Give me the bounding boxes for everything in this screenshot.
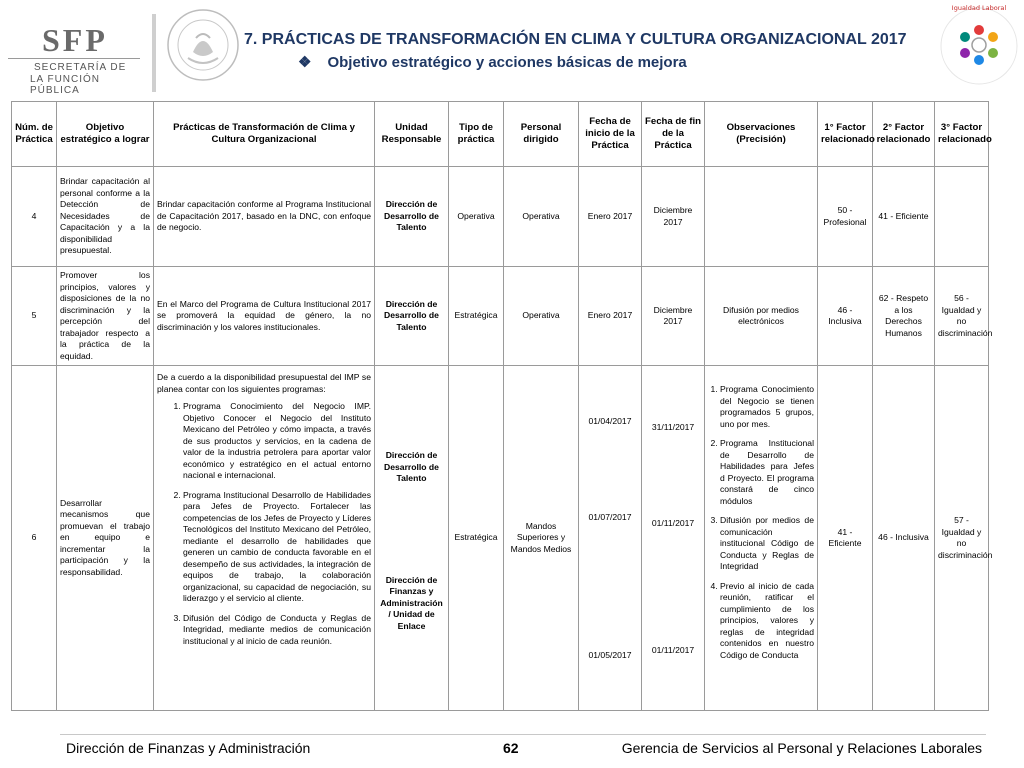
row-practicas: En el Marco del Programa de Cultura Institucional 2017 se promoverá la equidad de género, la no discriminación y los valores institucionales. — [154, 267, 375, 366]
inicio-date: 01/05/2017 — [588, 650, 632, 660]
col-header-obs: Observaciones (Precisión) — [705, 102, 818, 167]
unidad-a: Dirección de Desarrollo de Talento — [384, 450, 439, 483]
obs-list — [708, 384, 814, 661]
row-obs — [705, 366, 818, 711]
row-factor3: 57 - Igualdad y no discriminación — [935, 366, 989, 711]
practicas-item: 1. Programa Conocimiento del Negocio IMP. Objetivo Conocer el Negocio del Instituto Mexicano del Petróleo y cómo impacta, a través de sus productos y servicios, en la cadena de valor de la industria petrolera para aportar valor económico y estratégico en el actual entorno nacional e internacional. — [183, 401, 371, 482]
row-personal: Operativa — [504, 267, 579, 366]
row-unidad: Dirección de Desarrollo de Talento — [375, 267, 449, 366]
row-factor2: 41 - Eficiente — [873, 167, 935, 267]
practicas-item: 3. Difusión del Código de Conducta y Reglas de Integridad, mediante medios de comunicación institucional y al inicio de cada reunión. — [183, 613, 371, 648]
fin-date: 01/11/2017 — [651, 645, 695, 655]
row-unidad: Dirección de Desarrollo de Talento — [375, 167, 449, 267]
sfp-logo-sub2: LA FUNCIÓN PÚBLICA — [30, 74, 101, 96]
footer-left-text: Dirección de Finanzas y Administración — [66, 740, 311, 756]
inicio-date: 01/04/2017 — [588, 416, 632, 426]
practicas-list — [157, 401, 371, 647]
col-header-f3: 3° Factor relacionado — [935, 102, 989, 167]
row-fin: Diciembre 2017 — [642, 267, 705, 366]
row-fin: Diciembre 2017 — [642, 167, 705, 267]
row-num: 6 — [12, 366, 57, 711]
row-inicio — [579, 366, 642, 711]
obs-item: 4. Previo al inicio de cada reunión, ratificar el cumplimiento de los principios, valores y reglas de integridad contenidos en nuestro Código de Conducta — [720, 581, 814, 662]
row-personal: Operativa — [504, 167, 579, 267]
table-row — [12, 167, 989, 267]
practicas-intro: De a cuerdo a la disponibilidad presupuestal del IMP se planea contar con los siguientes programas: — [157, 372, 371, 394]
row-tipo: Estratégica — [449, 366, 504, 711]
sfp-logo-letters: SFP — [42, 22, 108, 58]
table-row — [12, 267, 989, 366]
col-header-num: Núm. de Práctica — [12, 102, 57, 167]
row-tipo: Operativa — [449, 167, 504, 267]
page-subtitle: Objetivo estratégico y acciones básicas de mejora — [327, 54, 687, 71]
row-factor1: 41 - Eficiente — [818, 366, 873, 711]
diamond-bullet-icon: ❖ — [298, 54, 312, 71]
svg-text:Igualdad Laboral: Igualdad Laboral — [951, 4, 1007, 12]
row-unidad — [375, 366, 449, 711]
table-header-row — [12, 102, 989, 167]
row-tipo: Estratégica — [449, 267, 504, 366]
row-fin — [642, 366, 705, 711]
header-separator — [152, 14, 156, 92]
page-number: 62 — [503, 740, 519, 756]
footer-rule — [60, 734, 986, 735]
row-num: 4 — [12, 167, 57, 267]
igualdad-laboral-logo-icon — [938, 0, 1020, 90]
unidad-b: Dirección de Finanzas y Administración / Unidad de Enlace — [380, 574, 443, 631]
col-header-fin: Fecha de fin de la Práctica — [642, 102, 705, 167]
col-header-unidad: Unidad Responsable — [375, 102, 449, 167]
row-factor1: 46 - Inclusiva — [818, 267, 873, 366]
col-header-practicas: Prácticas de Transformación de Clima y Cultura Organizacional — [154, 102, 375, 167]
row-obs — [705, 167, 818, 267]
row-obs: Difusión por medios electrónicos — [705, 267, 818, 366]
col-header-objetivo: Objetivo estratégico a lograr — [57, 102, 154, 167]
sfp-logo-sub1: SECRETARÍA DE — [34, 62, 127, 73]
inicio-date: 01/07/2017 — [588, 511, 632, 522]
obs-item: 1. Programa Conocimiento del Negocio se tienen programados 5 grupos, uno por mes. — [720, 384, 814, 430]
practicas-item: 2. Programa Institucional Desarrollo de Habilidades para Jefes de Proyecto. Fortalecer las competencias de los Jefes de Proyecto y Líderes Tecnológicos del Instituto Mexicano del Petróleo, mediante el desarrollo de habilidades que generen un cambio de conducta favorable en el desempeño de sus actividades, la integración de equipos de trabajo, la colaboración organizacional, su capacidad de negociación, su liderazgo y el servicio al cliente. — [183, 490, 371, 605]
footer-right-text: Gerencia de Servicios al Personal y Relaciones Laborales — [621, 740, 982, 756]
row-factor2: 62 - Respeto a los Derechos Humanos — [873, 267, 935, 366]
row-num: 5 — [12, 267, 57, 366]
row-practicas — [154, 366, 375, 711]
row-factor3: 56 - Igualdad y no discriminación — [935, 267, 989, 366]
practices-table — [11, 101, 993, 711]
col-header-tipo: Tipo de práctica — [449, 102, 504, 167]
row-factor2: 46 - Inclusiva — [873, 366, 935, 711]
page-title: 7. PRÁCTICAS DE TRANSFORMACIÓN EN CLIMA Y CULTURA ORGANIZACIONAL 2017 — [244, 31, 907, 48]
row-objetivo: Promover los principios, valores y disposiciones de la no discriminación y la percepción del trabajador respecto a la práctica de la equidad. — [57, 267, 154, 366]
obs-item: 3. Difusión por medios de comunicación institucional Código de Conducta y Reglas de Integridad — [720, 515, 814, 573]
col-header-f1: 1° Factor relacionado — [818, 102, 873, 167]
sfp-logo-rule — [8, 58, 140, 59]
col-header-personal: Personal dirigido — [504, 102, 579, 167]
row-factor3 — [935, 167, 989, 267]
page-subtitle-row — [298, 53, 687, 71]
col-header-f2: 2° Factor relacionado — [873, 102, 935, 167]
fin-date: 01/11/2017 — [651, 517, 695, 528]
row-factor1: 50 - Profesional — [818, 167, 873, 267]
obs-item: 2. Programa Institucional de Desarrollo de Habilidades para Jefes d Proyecto. El programa constará de cinco módulos — [720, 438, 814, 507]
table-row — [12, 366, 989, 711]
col-header-inicio: Fecha de inicio de la Práctica — [579, 102, 642, 167]
row-practicas: Brindar capacitación conforme al Programa Institucional de Capacitación 2017, basado en la DNC, con enfoque de negocio. — [154, 167, 375, 267]
row-objetivo: Desarrollar mecanismos que promuevan el trabajo en equipo e incrementar la participación y la responsabilidad. — [57, 366, 154, 711]
sfp-logo — [8, 22, 148, 96]
row-inicio: Enero 2017 — [579, 267, 642, 366]
row-objetivo: Brindar capacitación al personal conforme a la Detección de Necesidades de Capacitación y a la disponibilidad presupuestal. — [57, 167, 154, 267]
fin-date: 31/11/2017 — [651, 422, 695, 432]
row-inicio: Enero 2017 — [579, 167, 642, 267]
mexico-seal-icon — [166, 8, 240, 82]
row-personal: Mandos Superiores y Mandos Medios — [504, 366, 579, 711]
